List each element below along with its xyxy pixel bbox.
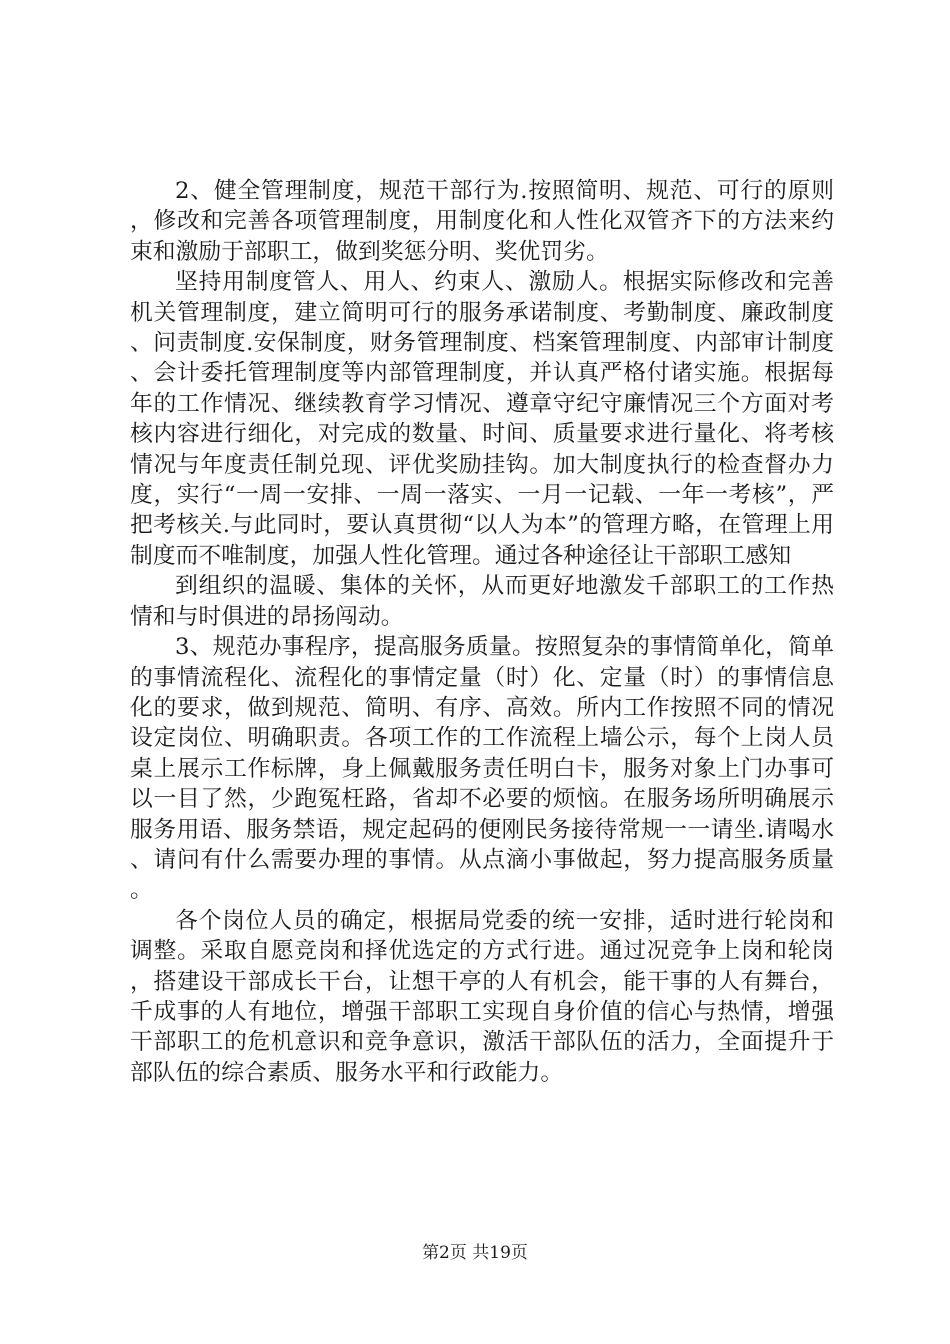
paragraph-post-rotation: 各个岗位人员的确定，根据局党委的统一安排，适时进行轮岗和调整。采取自愿竞岗和择优选定的方式行进。通过况竞争上岗和轮岗，搭建设干部成长干台，让想干亭的人有机会，能干事的人有舞台，千成事的人有地位，增强干部职工实现自身价值的信心与热情，增强干部职工的危机意识和竞争意识，激活干部队伍的活力，全面提升于部队伍的综合素质、服务水平和行政能力。 (130, 907, 834, 1086)
paragraph-service-procedure: 3、规范办事程序，提高服务质量。按照复杂的事情简单化，简单的事情流程化、流程化的事情定量（时）化、定量（时）的事情信息化的要求，做到规范、简明、有序、高效。所内工作按照不同的情况设定岗位、明确职责。各项工作的工作流程上墙公示，每个上岗人员桌上展示工作标牌，身上佩戴服务责任明白卡，服务对象上门办事可以一目了然，少跑冤枉路，省却不必要的烦恼。在服务场所明确展示服务用语、服务禁语，规定起码的便刚民务接待常规一一请坐.请喝水、请问有什么需要办理的事情。从点滴小事做起，努力提高服务质量。 (130, 634, 834, 904)
paragraph-management-system: 2、健全管理制度，规范干部行为.按照简明、规范、可行的原则，修改和完善各项管理制度，用制度化和人性化双管齐下的方法来约束和激励于部职工，做到奖惩分明、奖优罚劣。 (130, 178, 834, 265)
paragraph-system-rules: 坚持用制度管人、用人、约束人、激励人。根据实际修改和完善机关管理制度，建立简明可行的服务承诺制度、考勤制度、廉政制度、问责制度.安保制度，财务管理制度、档案管理制度、内部审计制度、会计委托管理制度等内部管理制度，并认真严格付诸实施。根据每年的工作情况、继续教育学习情况、遵章守纪守廉情况三个方面对考核内容进行细化，对完成的数量、时间、质量要求进行量化、将考核情况与年度责任制兑现、评优奖励挂钩。加大制度执行的检查督办力度，实行“一周一安排、一周一落实、一月一记载、一年一考核”，严把考核关.与此同时，要认真贯彻“以人为本”的管理方略，在管理上用制度而不唯制度，加强人性化管理。通过各种途径让干部职工感知 (130, 269, 834, 569)
document-body (130, 176, 834, 1088)
page-number-footer: 第2页 共19页 (422, 1243, 528, 1263)
paragraph-organization-warmth: 到组织的温暖、集体的关怀，从而更好地激发千部职工的工作热情和与时俱进的昂扬闯动。 (130, 573, 834, 630)
